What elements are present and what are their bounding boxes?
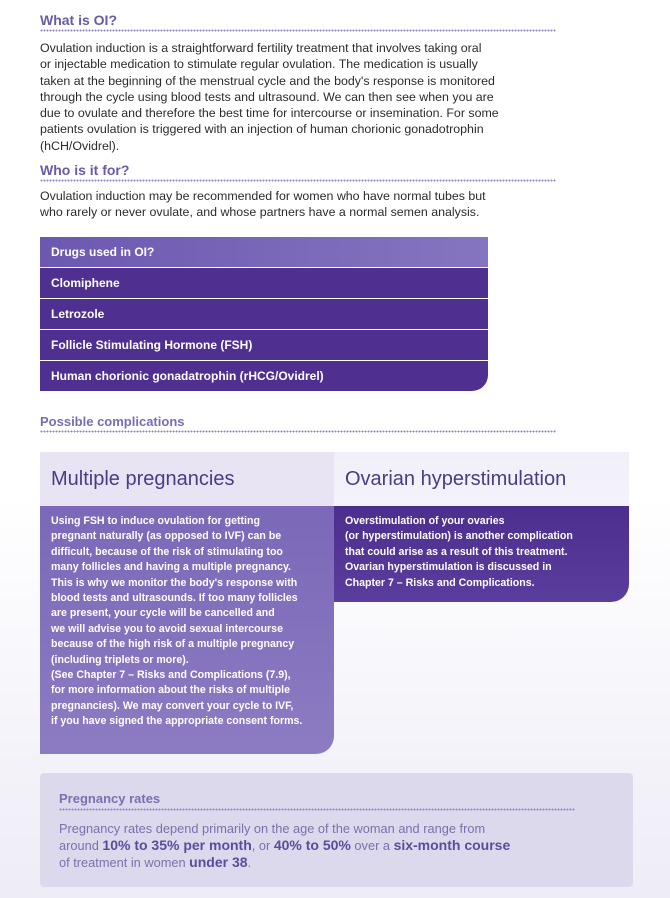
what-is-oi-paragraph (40, 40, 560, 154)
rate-per-month: 10% to 35% per month (102, 837, 252, 853)
para-line: Ovulation induction is a straightforward fertility treatment that involves taking oral (40, 41, 482, 55)
body-line: we will advise you to avoid sexual intercourse (51, 622, 283, 635)
body-line: (including triplets or more). (51, 653, 189, 666)
multiple-pregnancies-card (40, 452, 334, 754)
para-line: taken at the beginning of the menstrual cycle and the body's response is monitored (40, 73, 495, 88)
rates-text-part: , or (251, 838, 274, 853)
who-is-it-for-heading: Who is it for? (40, 162, 556, 182)
rates-text-part: . (247, 855, 252, 870)
body-line: pregnancies). We may convert your cycle to IVF, (51, 699, 294, 712)
rate-six-month: 40% to 50% (273, 837, 351, 853)
body-line: Ovarian hyperstimulation is discussed in (345, 561, 552, 574)
body-line: because of the high risk of a multiple pregnancy (51, 638, 295, 651)
para-line: or injectable medication to stimulate regular ovulation. The medication is usually (40, 57, 478, 72)
body-line: Chapter 7 – Risks and Complications. (345, 576, 535, 589)
multiple-pregnancies-title: Multiple pregnancies (51, 468, 235, 490)
drugs-table-header: Drugs used in OI? (40, 237, 488, 268)
what-is-oi-heading: What is OI? (40, 12, 556, 32)
drugs-table (40, 237, 488, 391)
body-line: Using FSH to induce ovulation for getting (51, 515, 260, 527)
body-line: (See Chapter 7 – Risks and Complications (7.9), (51, 669, 291, 682)
rates-text-part: of treatment in women (59, 855, 190, 870)
ovarian-hyperstimulation-card (334, 452, 629, 602)
drug-row-hcg: Human chorionic gonadatrophin (rHCG/Ovidrel) (40, 361, 488, 391)
who-is-it-for-paragraph (40, 188, 560, 221)
para-line: through the cycle using blood tests and ultrasound. We can then see when you are (40, 89, 494, 104)
para-line: who rarely or never ovulate, and whose partners have a normal semen analysis. (40, 205, 480, 220)
age-limit: under 38 (189, 854, 248, 870)
body-line: are present, your cycle will be cancelled and (51, 607, 275, 620)
multiple-pregnancies-body (40, 506, 334, 740)
rates-text-part: over a (350, 838, 394, 853)
para-line: (hCH/Ovidrel). (40, 138, 120, 153)
drug-row-fsh: Follicle Stimulating Hormone (FSH) (40, 330, 488, 361)
body-line: for more information about the risks of multiple (51, 684, 290, 697)
body-line: Overstimulation of your ovaries (345, 515, 505, 527)
body-line: blood tests and ultrasounds. If too many follicles (51, 592, 298, 605)
body-line: pregnant naturally (as opposed to IVF) can be (51, 530, 282, 543)
six-month-course: six-month course (393, 837, 511, 853)
pregnancy-rates-heading: Pregnancy rates (59, 791, 575, 811)
drug-row-letrozole: Letrozole (40, 299, 488, 330)
drug-row-clomiphene: Clomiphene (40, 268, 488, 299)
ovarian-hyperstimulation-title: Ovarian hyperstimulation (345, 468, 567, 490)
body-line: This is why we monitor the body's response with (51, 576, 298, 589)
pregnancy-rates-text (59, 820, 579, 871)
para-line: patients ovulation is triggered with an injection of human chorionic gonadotrophin (40, 122, 484, 137)
body-line: if you have signed the appropriate consent forms. (51, 715, 303, 728)
rates-text-part: around (59, 838, 103, 853)
ovarian-hyperstimulation-body (334, 506, 629, 601)
body-line: that could arise as a result of this treatment. (345, 545, 568, 558)
para-line: due to ovulate and therefore the best time for intercourse or insemination. For some (40, 106, 499, 121)
complications-heading: Possible complications (40, 414, 556, 433)
rates-line: Pregnancy rates depend primarily on the age of the woman and range from (59, 821, 486, 836)
para-line: Ovulation induction may be recommended for women who have normal tubes but (40, 189, 486, 203)
body-line: (or hyperstimulation) is another complication (345, 530, 573, 543)
body-line: difficult, because of the risk of stimulating too (51, 545, 283, 558)
body-line: many follicles and having a multiple pregnancy. (51, 561, 291, 574)
